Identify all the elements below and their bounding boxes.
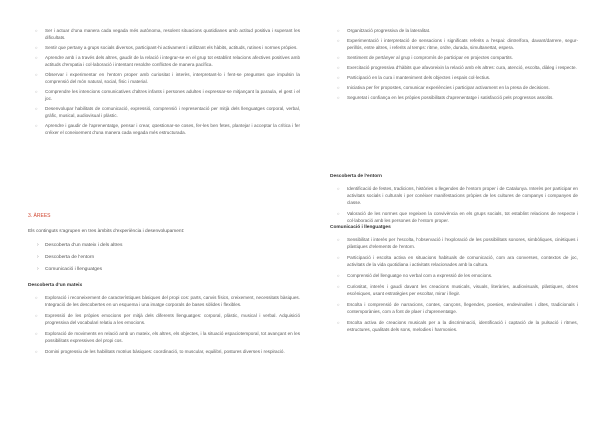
areas-intro: Els continguts s’agrupen en tres àmbits d’experiència i desenvolupament: <box>28 229 185 234</box>
list-item: ○ Participació i escolta activa en situacions habituals de comunicació, com ara converses, contextos de joc, activitats de la vida quotidiana i activitats relacionades amb la cultura. <box>330 254 578 268</box>
list-item: ○ Aprendre amb i a través dels altres, gaudir de la relació i integrar-se en el grup tot establint relacions afectives positives amb actituds d’empatia i col·laboració i intentant resoldre conflictes de manera pacífica. <box>28 54 300 68</box>
list-item: ○ Comprensió del llenguatge no verbal com a expressió de les emocions. <box>330 272 578 279</box>
list-item: ○ Escolta activa de creacions musicals per a la discriminació, identificació i captació de la pulsació i ritmes, estructures, qualitats dels sons, melodies i harmonies. <box>330 319 578 333</box>
list-item: ○ Organització progressiva de la lateralitat. <box>330 27 578 34</box>
list-item: ○ Expressió de les pròpies emocions per mitjà dels diferents llenguatges: corporal, plàstic, musical i verbal. Adquisició progressiva del vocabulari relatiu a les emocions. <box>28 312 300 326</box>
section-heading-environment: Descoberta de l’entorn <box>330 174 382 179</box>
environment-list <box>330 185 578 224</box>
list-item: ○ Experimentació i interpretació de sensacions i significats referits a l’espai: dintre/fora, davant/darrere, segur-perillós, entre altres, i referits al temps: ritme, ordre, durada, simultaneïtat, espera. <box>330 37 578 51</box>
list-item: ○ Observar i experimentar en l’entorn proper amb curiositat i interès, interpretant-lo i fent-se preguntes que impulsin la comprensió del món natural, social, físic i material. <box>28 71 300 85</box>
list-item: ○ Sentir que pertany a grups socials diversos, participant-hi activament i utilitzant els hàbits, actituds, rutines i normes pròpies. <box>28 44 300 51</box>
section-heading-self: Descoberta d’un mateix <box>28 283 83 288</box>
list-item: ○ Exploració de moviments en relació amb un mateix, els altres, els objectes, i la situació espaciotemporal, tot avançant en les possibilitats expressives del propi cos. <box>28 330 300 344</box>
list-item: ○ Comprendre les intencions comunicatives d’altres infants i persones adultes i expressar-se mitjançant la paraula, el gest i el joc. <box>28 88 300 102</box>
areas-heading: 3. ÀREES <box>28 213 51 219</box>
right-intro-list <box>330 27 578 101</box>
list-item: ○ Sentiment de pertànyer al grup i compromís de participar en projectes compartits. <box>330 54 578 61</box>
list-item: ○ Seguretat i confiança en les pròpies possibilitats d’aprenentatge i satisfacció pels progressos assolits. <box>330 94 578 101</box>
list-item: ○ Exploració i reconeixement de característiques bàsiques del propi cos: parts, canvis físics, creixement, necessitats bàsiques. Integració de les descobertes en un esquema i una imatge corporals de bases sòlides i flexibles. <box>28 294 300 308</box>
list-item: ○ Domini progressiu de les habilitats motrius bàsiques: coordinació, to muscular, equilibri, postures diverses i respiració. <box>28 348 300 355</box>
list-item: ○ Identificació de festes, tradicions, històries o llegendes de l’entorn proper i de Catalunya. Interès per participar en activitats socials i culturals i per conèixer manifestacions pròpies de les cultures de companys i companyes de classe. <box>330 185 578 206</box>
list-item: ○ Exercitació progressiva d’hàbits que afavoreixin la relació amb els altres: cura, atenció, escolta, diàleg i respecte. <box>330 64 578 71</box>
self-list <box>28 294 300 355</box>
left-intro-list <box>28 27 300 136</box>
list-item: ○ Iniciativa per fer propostes, comunicar experiències i participar activament en la presa de decisions. <box>330 84 578 91</box>
list-item: ○ Escolta i comprensió de narracions, contes, cançons, llegendes, poesies, endevinalles i dites, tradicionals i contemporànies, com a font de plaer i d’aprenentatge. <box>330 301 578 315</box>
list-item: › Descoberta d’un mateix i dels altres <box>28 242 300 249</box>
list-item: ○ Aprendre i gaudir de l’aprenentatge, pensar i crear, qüestionar-se coses, fer-les ben fetes, plantejar i acceptar la crítica i fer créixer el coneixement d’una manera cada vegada més estructurada. <box>28 122 300 136</box>
list-item: ○ Sensibilitat i interès per l’escolta, l’observació i l’exploració de les possibilitats sonores, simbòliques, cinètiques i plàstiques d’elements de l’entorn. <box>330 236 578 250</box>
list-item: ○ Curiositat, interès i gaudi davant les creacions musicals, visuals, literàries, audiovisuals, plàstiques, obres escèniques, usant estratègies per escoltar, mirar i llegir. <box>330 283 578 297</box>
list-item: ○ Participació en la cura i manteniment dels objectes i espais col·lectius. <box>330 74 578 81</box>
list-item: › Descoberta de l’entorn <box>28 254 300 261</box>
list-item: ○ Valoració de les normes que regeixen la convivència en els grups socials, tot establint relacions de respecte i col·laboració amb les persones de l’entorn proper. <box>330 210 578 224</box>
section-heading-language: Comunicació i llenguatges <box>330 225 391 230</box>
list-item: ○ Ser i actuar d’una manera cada vegada més autònoma, resolent situacions quotidianes amb actitud positiva i superant les dificultats. <box>28 27 300 41</box>
list-item: › Comunicació i llenguatges <box>28 266 300 273</box>
areas-list <box>28 242 300 273</box>
list-item: ○ Desenvolupar habilitats de comunicació, expressió, comprensió i representació per mitjà dels llenguatges corporal, verbal, gràfic, musical, audiovisual i plàstic. <box>28 105 300 119</box>
language-list <box>330 236 578 333</box>
